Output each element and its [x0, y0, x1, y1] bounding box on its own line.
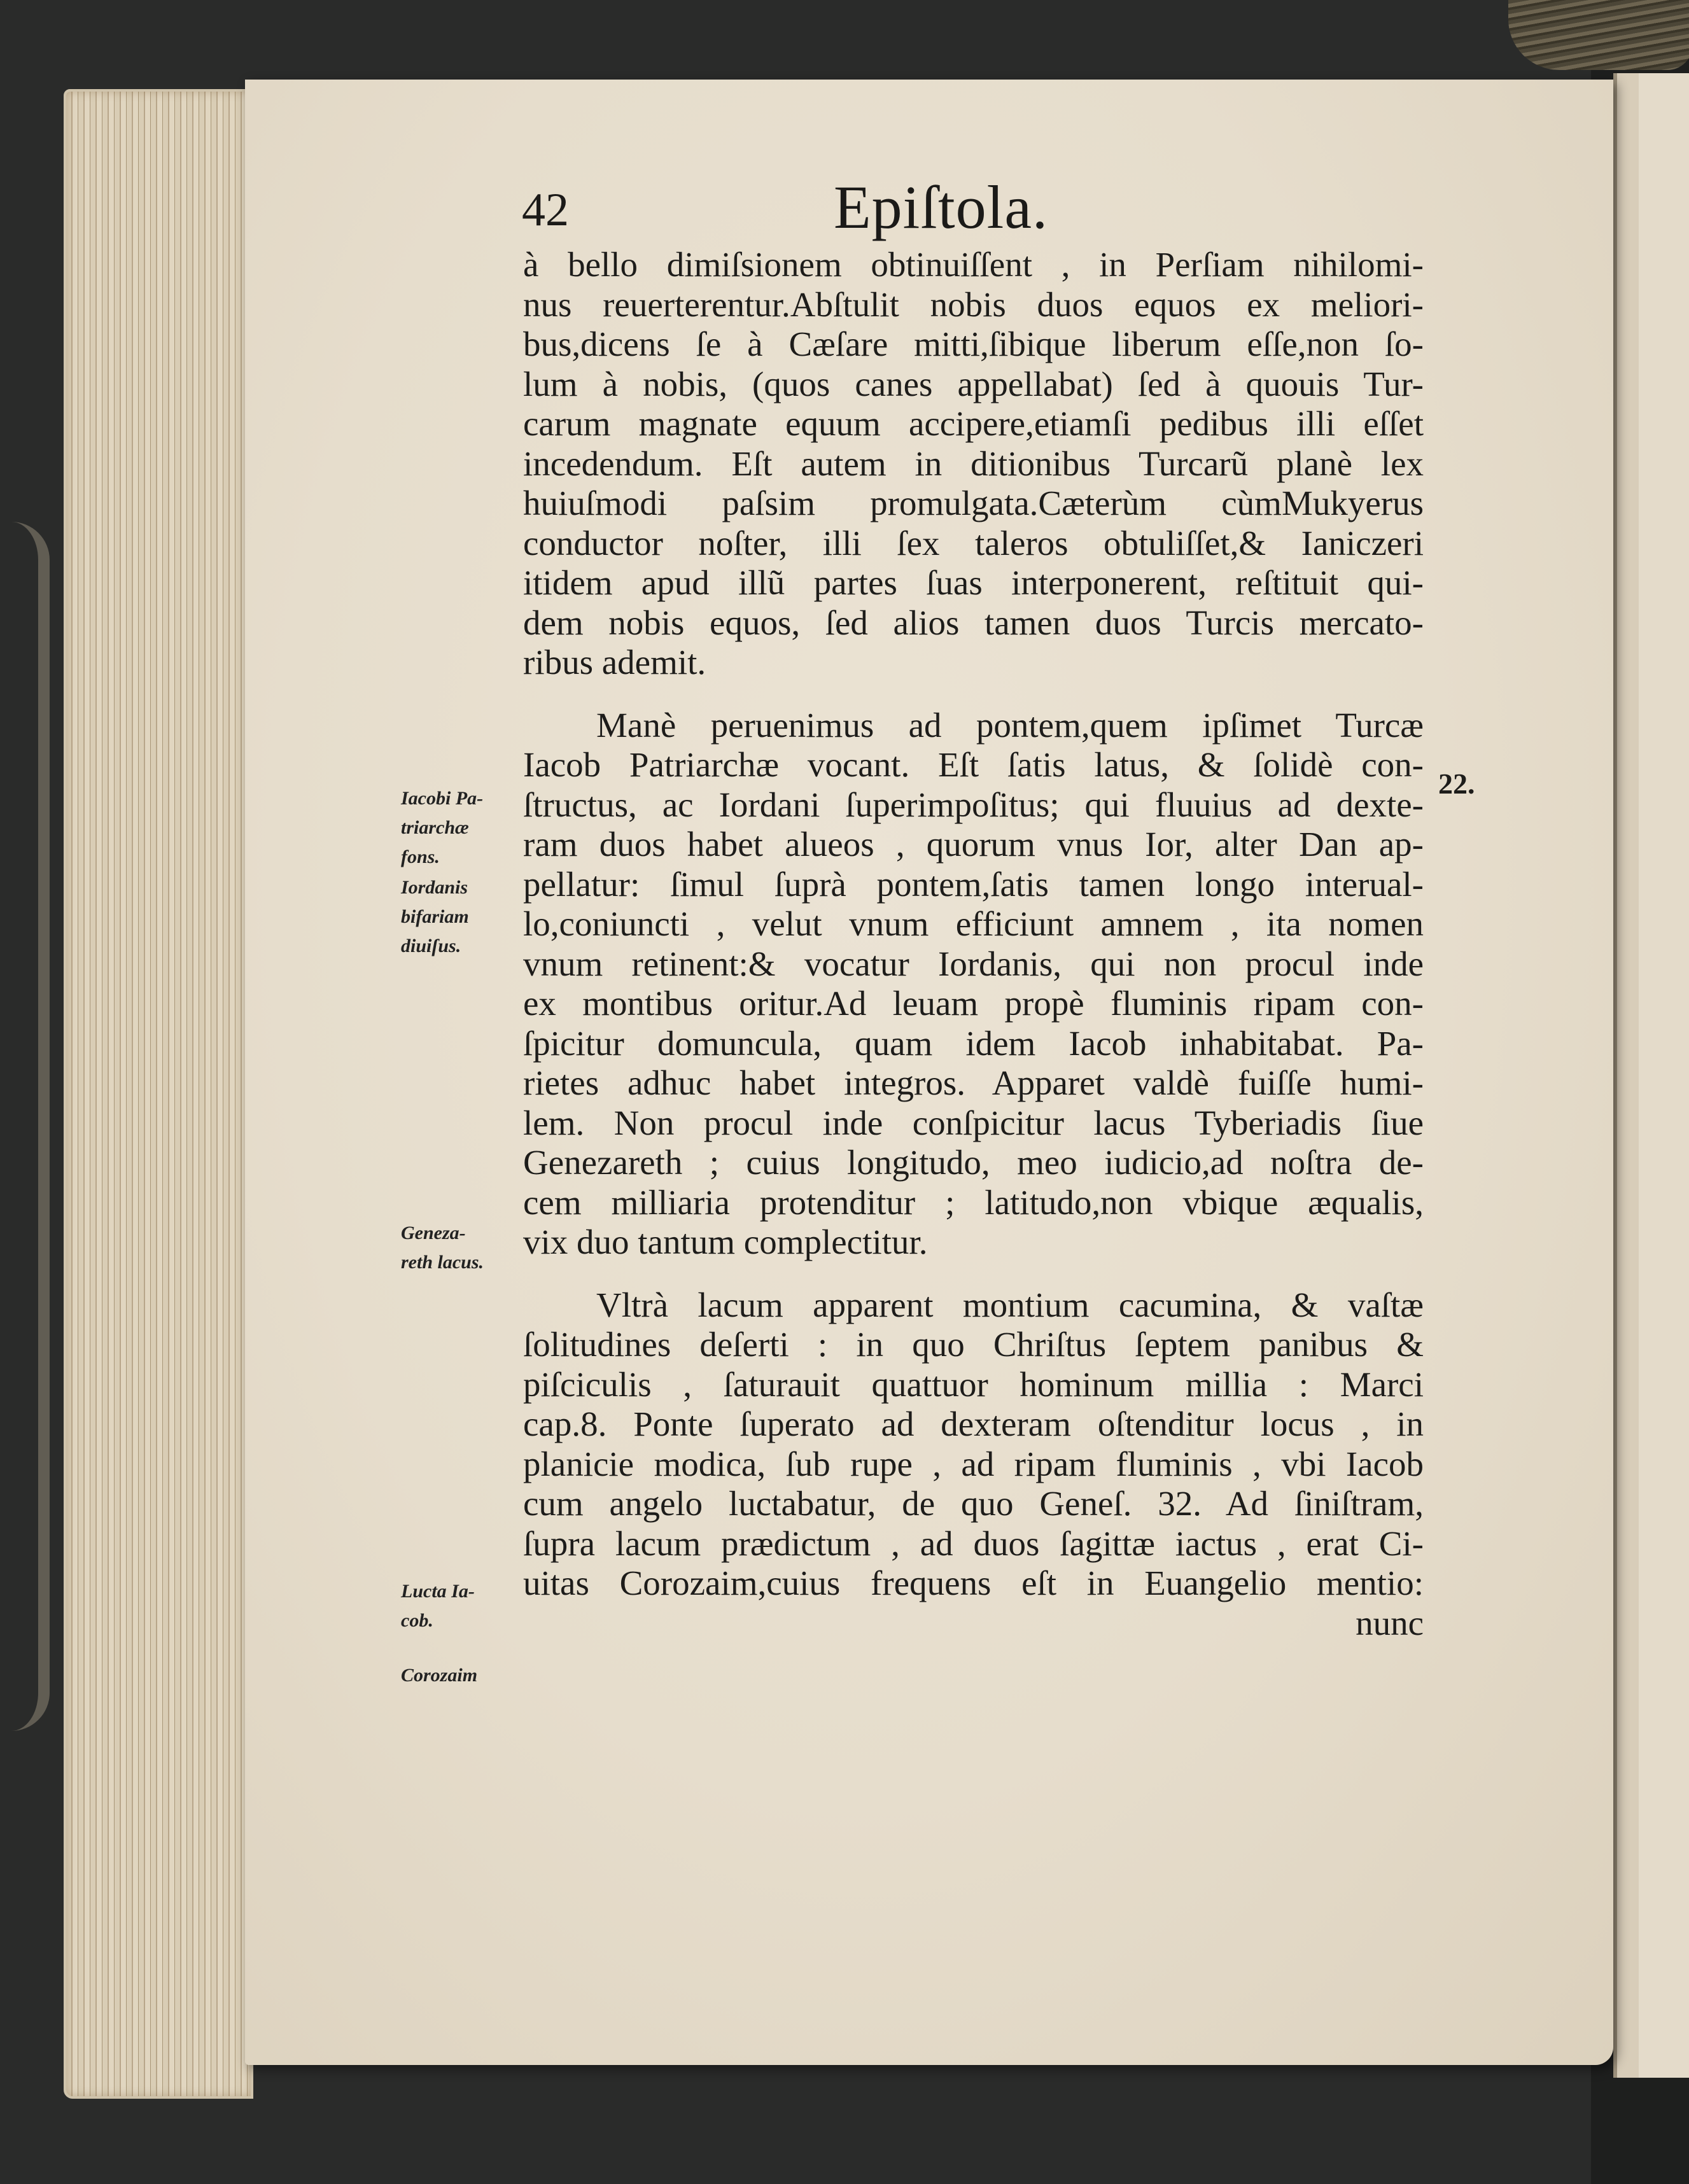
text-line: Genezareth ; cuius longitudo, meo iudicio,ad noſtra de-	[523, 1143, 1424, 1182]
marginal-line: Iacobi Pa-	[401, 788, 484, 809]
binding-cord	[0, 522, 50, 1731]
page-edges-stack	[64, 89, 253, 2099]
text-line: ſtructus, ac Iordani ſuperimpoſitus; qui fluuius ad dexte-	[523, 785, 1424, 824]
text-line: lo,coniuncti , velut vnum efficiunt amnem , ita nomen	[523, 904, 1424, 943]
text-line: Iacob Patriarchæ vocant. Eſt ſatis latus, & ſolidè con-	[523, 745, 1424, 784]
catchword: nunc	[1356, 1603, 1424, 1642]
facing-page-edge	[1613, 73, 1689, 2078]
marginal-line: Iordanis	[401, 877, 468, 898]
text-line: cap.8. Ponte ſuperato ad dexteram oſtenditur locus , in	[523, 1404, 1424, 1443]
marginal-line: reth lacus.	[401, 1252, 484, 1273]
page-number: 42	[522, 184, 569, 236]
text-line: ram duos habet alueos , quorum vnus Ior, alter Dan ap-	[523, 825, 1424, 864]
outer-margin-note: 22.	[1438, 767, 1475, 800]
marginal-line: diuiſus.	[401, 935, 461, 956]
marginal-line: cob.	[401, 1610, 433, 1631]
text-line: pellatur: ſimul ſuprà pontem,ſatis tamen longo interual-	[523, 864, 1424, 904]
text-line: bus,dicens ſe à Cæſare mitti,ſibique liberum eſſe,non ſo-	[523, 325, 1424, 363]
text-line: dem nobis equos, ſed alios tamen duos Turcis mercato-	[523, 603, 1424, 642]
text-line: huiuſmodi paſsim promulgata.Cæterùm cùmMukyerus	[523, 484, 1424, 522]
text-line: cum angelo luctabatur, de quo Geneſ. 32. Ad ſiniſtram,	[523, 1484, 1424, 1523]
marginal-note-genezareth	[401, 1219, 522, 1277]
text-line: ribus ademit.	[523, 643, 706, 682]
text-line: ſolitudines deſerti : in quo Chriſtus ſeptem panibus &	[523, 1325, 1424, 1364]
marginal-note-corozaim	[401, 1661, 522, 1690]
marginal-note-lucta-iacob	[401, 1577, 522, 1635]
page-header	[522, 172, 1432, 242]
text-line: incedendum. Eſt autem in ditionibus Turcarũ planè lex	[523, 444, 1424, 483]
text-line: planicie modica, ſub rupe , ad ripam fluminis , vbi Iacob	[523, 1444, 1424, 1483]
marginal-line: Lucta Ia-	[401, 1581, 475, 1602]
paragraph	[523, 245, 1424, 683]
marginal-line: bifariam	[401, 906, 469, 927]
text-line: rietes adhuc habet integros. Apparet valdè fuiſſe humi-	[523, 1063, 1424, 1102]
text-line: ſupra lacum prædictum , ad duos ſagittæ iactus , erat Ci-	[523, 1523, 1424, 1563]
marginal-line: Geneza-	[401, 1222, 466, 1243]
marginal-note-iordanis	[401, 873, 522, 961]
text-line: vnum retinent:& vocatur Iordanis, qui non procul inde	[523, 944, 1424, 983]
text-line: uitas Corozaim,cuius frequens eſt in Euangelio mentio:	[523, 1564, 1424, 1602]
text-line: à bello dimiſsionem obtinuiſſent , in Perſiam nihilomi-	[523, 245, 1424, 284]
text-line: piſciculis , ſaturauit quattuor hominum millia : Marci	[523, 1364, 1424, 1404]
text-line: ex montibus oritur.Ad leuam propè fluminis ripam con-	[523, 984, 1424, 1023]
marginal-note-iacobi-fons	[401, 784, 522, 872]
text-line: Vltrà lacum apparent montium cacumina, & vaſtæ	[596, 1285, 1424, 1324]
marginal-line: Corozaim	[401, 1665, 478, 1686]
text-line: carum magnate equum accipere,etiamſi pedibus illi eſſet	[523, 404, 1424, 443]
text-line: cem milliaria protenditur ; latitudo,non vbique æqualis,	[523, 1182, 1424, 1222]
text-line: nus reuerterentur.Abſtulit nobis duos equos ex meliori-	[523, 284, 1424, 324]
marginal-line: fons.	[401, 846, 440, 867]
paragraph	[523, 1285, 1424, 1604]
running-head: Epiſtola.	[834, 173, 1048, 241]
text-line: vix duo tantum complectitur.	[523, 1222, 928, 1261]
text-line: Manè peruenimus ad pontem,quem ipſimet Turcæ	[596, 705, 1424, 745]
text-line: lem. Non procul inde conſpicitur lacus Tyberiadis ſiue	[523, 1103, 1424, 1142]
bookmark-ribbon	[1508, 0, 1689, 70]
text-line: lum à nobis, (quos canes appellabat) ſed à quouis Tur-	[523, 364, 1424, 403]
paragraph	[523, 706, 1424, 1263]
body-text	[523, 245, 1424, 1643]
text-line: itidem apud illũ partes ſuas interponerent, reſtituit qui-	[523, 563, 1424, 602]
marginal-line: triarchæ	[401, 817, 469, 838]
text-line: ſpicitur domuncula, quam idem Iacob inhabitabat. Pa-	[523, 1023, 1424, 1063]
text-line: conductor noſter, illi ſex taleros obtuliſſet,& Ianiczeri	[523, 523, 1424, 563]
